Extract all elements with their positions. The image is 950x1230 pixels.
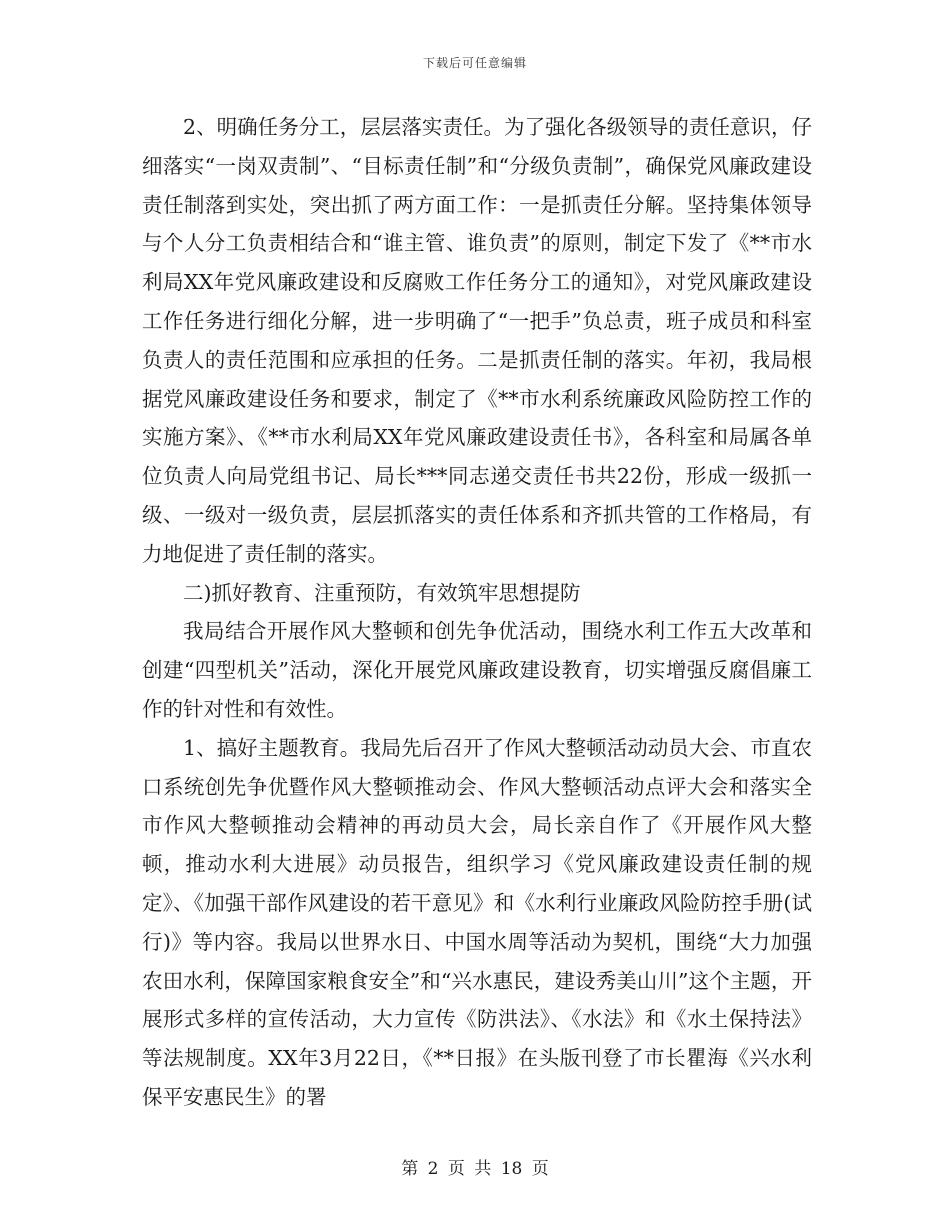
paragraph-education-intro: 我局结合开展作风大整顿和创先争优活动，围绕水利工作五大改革和创建“四型机关”活动，深化开展党风廉政建设教育，切实增强反腐倡廉工作的针对性和有效性。	[142, 619, 812, 721]
page-number: 第 2 页 共 18 页	[401, 1159, 549, 1179]
paragraph-theme-education: 1、搞好主题教育。我局先后召开了作风大整顿活动动员大会、市直农口系统创先争优暨作风大整顿推动会、作风大整顿活动点评大会和落实全市作风大整顿推动会精神的再动员大会，局长亲自作了《开展作风大整顿，推动水利大进展》动员报告，组织学习《党风廉政建设责任制的规定》、《加强干部作风建设的若干意见》和《水利行业廉政风险防控手册(试行)》等内容。我局以世界水日、中国水周等活动为契机，围绕“大力加强农田水利，保障国家粮食安全”和“兴水惠民，建设秀美山川”这个主题，开展形式多样的宣传活动，大力宣传《防洪法》、《水法》和《水土保持法》等法规制度。XX年3月22日，《**日报》在头版刊登了市长瞿海《兴水利保平安惠民生》的署	[142, 735, 812, 1109]
paragraph-responsibility-division: 2、明确任务分工，层层落实责任。为了强化各级领导的责任意识，仔细落实“一岗双责制”、“目标责任制”和“分级负责制”，确保党风廉政建设责任制落到实处，突出抓了两方面工作：一是抓责任分解。坚持集体领导与个人分工负责相结合和“谁主管、谁负责”的原则，制定下发了《**市水利局XX年党风廉政建设和反腐败工作任务分工的通知》，对党风廉政建设工作任务进行细化分解，进一步明确了“一把手”负总责，班子成员和科室负责人的责任范围和应承担的任务。二是抓责任制的落实。年初，我局根据党风廉政建设任务和要求，制定了《**市水利系统廉政风险防控工作的实施方案》、《**市水利局XX年党风廉政建设责任书》，各科室和局属各单位负责人向局党组书记、局长***同志递交责任书共22份，形成一级抓一级、一级对一级负责，层层抓落实的责任体系和齐抓共管的工作格局，有力地促进了责任制的落实。	[142, 115, 812, 566]
section-heading-education: 二)抓好教育、注重预防，有效筑牢思想提防	[183, 580, 581, 605]
header-note: 下载后可任意编辑	[422, 56, 527, 70]
document-body	[142, 108, 812, 1117]
